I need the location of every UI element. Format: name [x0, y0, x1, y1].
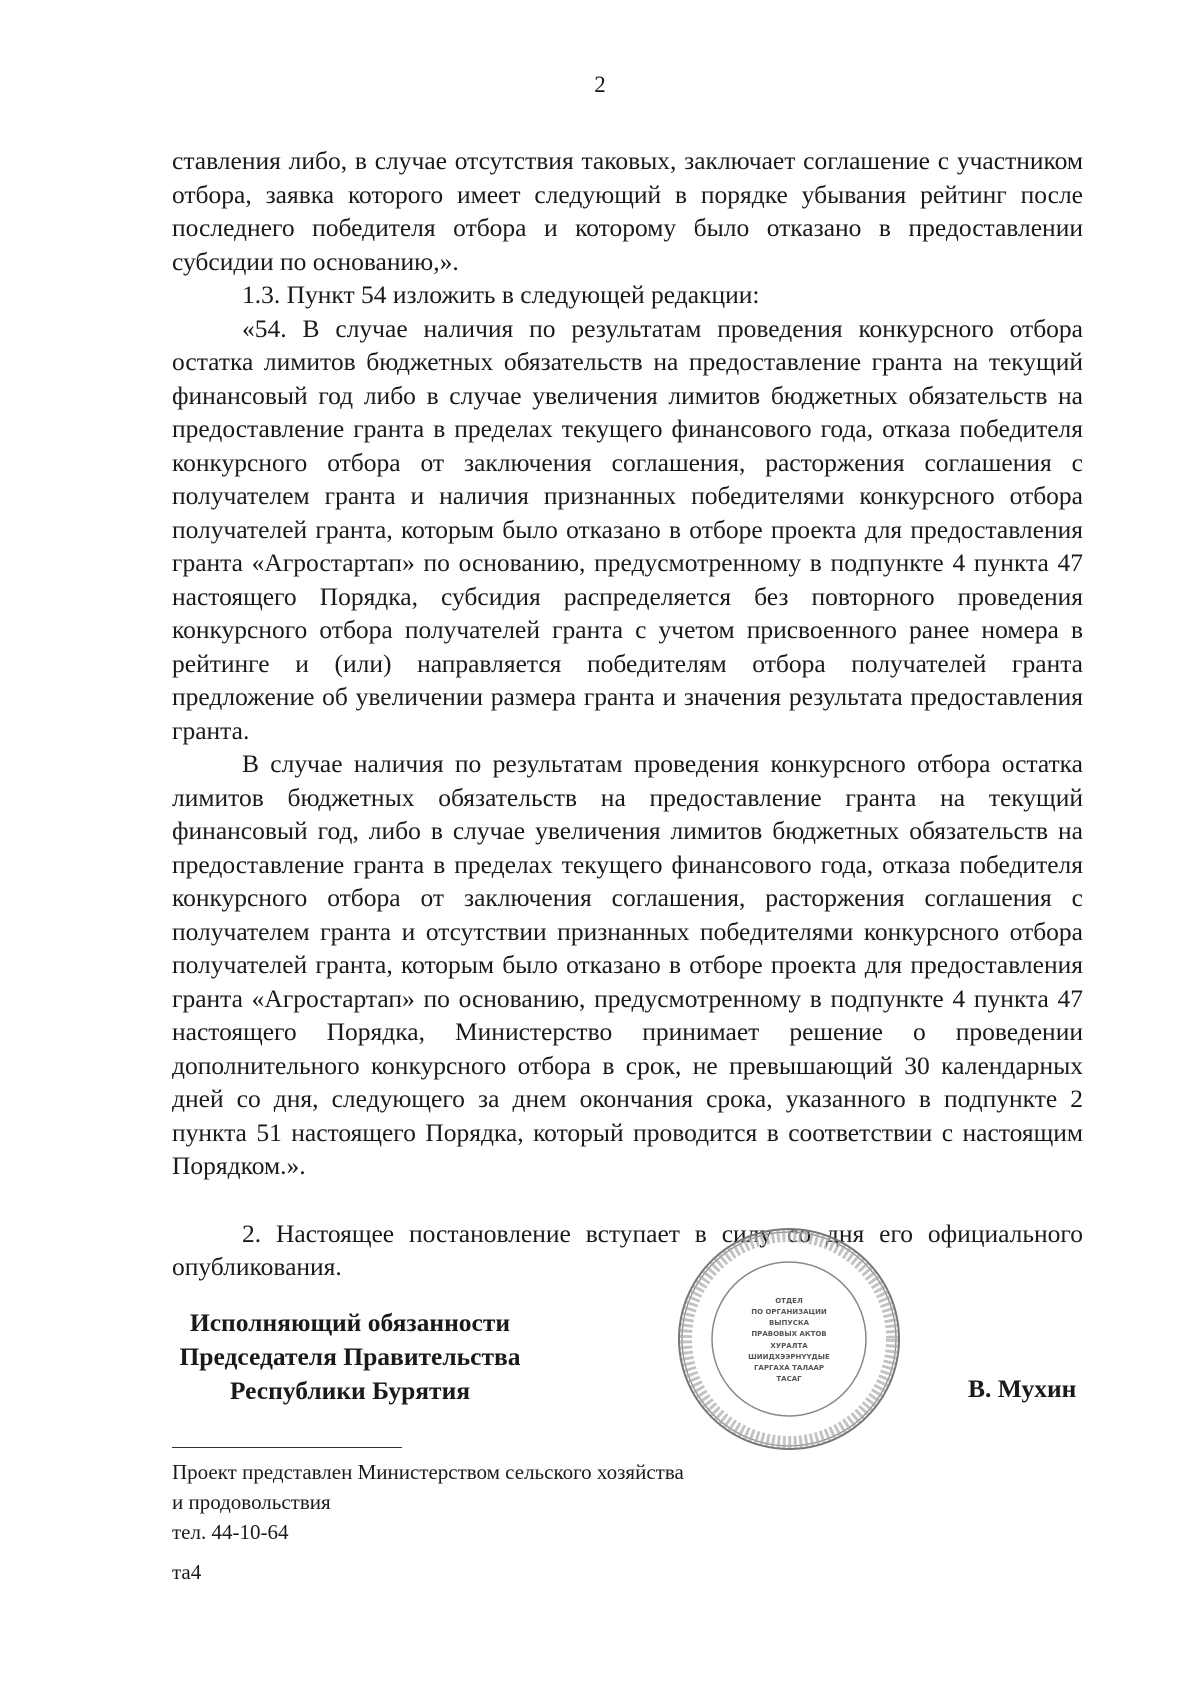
seal-line: ТАСАГ [776, 1375, 802, 1383]
signatory-name: В. Мухин [968, 1374, 1077, 1403]
footnote-line: Проект представлен Министерством сельского хозяйства [172, 1460, 684, 1484]
signature-title-line: Республики Бурятия [229, 1376, 471, 1405]
seal-line: ПРАВОВЫХ АКТОВ [751, 1330, 827, 1338]
paragraph-continuation: ставления либо, в случае отсутствия таковых, заключает соглашение с участником отбора, заявка которого имеет следующий в порядке убывания рейтинг после последнего победителя отбора и которому было отказано в предоставлении субсидии по основанию,». [172, 146, 1083, 276]
seal-line: ГАРГАХА ТАЛААР [753, 1364, 825, 1372]
paragraph-item-2: 2. Настоящее постановление вступает в силу со дня его официального опубликования. [172, 1218, 1083, 1281]
signature-title-line: Председателя Правительства [179, 1342, 521, 1371]
footnote-line: и продовольствия [172, 1490, 331, 1514]
footnote-line: тел. 44-10-64 [172, 1520, 289, 1544]
seal-line: ШИИДХЭЭРНҮҮДЫЕ [748, 1353, 830, 1361]
paragraph-point-54: «54. В случае наличия по результатам проведения конкурсного отбора остатка лимитов бюджетных обязательств на предоставление гранта на текущий финансовый год либо в случае увеличения лимитов бюджетных обязательств на предоставление гранта в пределах текущего финансового года, отказа победителя конкурсного отбора от заключения соглашения, расторжения соглашения с получателем гранта и наличия признанных победителями конкурсного отбора получателей гранта, которым было отказано в отборе проекта для предоставления гранта «Агростартап» по основанию, предусмотренному в подпункте 4 пункта 47 настоящего Порядка, субсидия распределяется без повторного проведения конкурсного отбора получателей гранта с учетом присвоенного ранее номера в рейтинге и (или) направляется победителям отбора получателей гранта предложение об увеличении размера гранта и значения результата предоставления гранта. [172, 313, 1083, 745]
paragraph-point-54-second: В случае наличия по результатам проведения конкурсного отбора остатка лимитов бюджетных обязательств на предоставление гранта на текущий финансовый год, либо в случае увеличения лимитов бюджетных обязательств на предоставление гранта в пределах текущего финансового года, отказа победителя конкурсного отбора от заключения соглашения, расторжения соглашения с получателем гранта и отсутствии признанных победителями конкурсного отбора получателей гранта, которым было отказано в отборе проекта для предоставления гранта «Агростартап» по основанию, предусмотренному в подпункте 4 пункта 47 настоящего Порядка, Министерство принимает решение о проведении дополнительного конкурсного отбора в срок, не превышающий 30 календарных дней со дня, следующего за днем окончания срока, указанного в подпункте 2 пункта 51 настоящего Порядка, который проводится в соответствии с настоящим Порядком.». [172, 749, 1083, 1180]
seal-line: ВЫПУСКА [768, 1319, 810, 1327]
paragraph-item-1-3: 1.3. Пункт 54 изложить в следующей редакции: [242, 280, 760, 309]
signature-title [160, 1306, 540, 1408]
seal-line: ОТДЕЛ [775, 1297, 803, 1305]
seal-line: ПО ОРГАНИЗАЦИИ [751, 1308, 827, 1316]
signature-title-line: Исполняющий обязанности [189, 1308, 511, 1337]
seal-line: ХУРАЛТА [770, 1342, 808, 1350]
footnote-divider [172, 1447, 402, 1448]
official-seal [676, 1226, 902, 1452]
page-number: 2 [594, 72, 606, 97]
document-code: та4 [172, 1560, 202, 1584]
document-body [172, 144, 1083, 1284]
footnote [172, 1457, 684, 1547]
